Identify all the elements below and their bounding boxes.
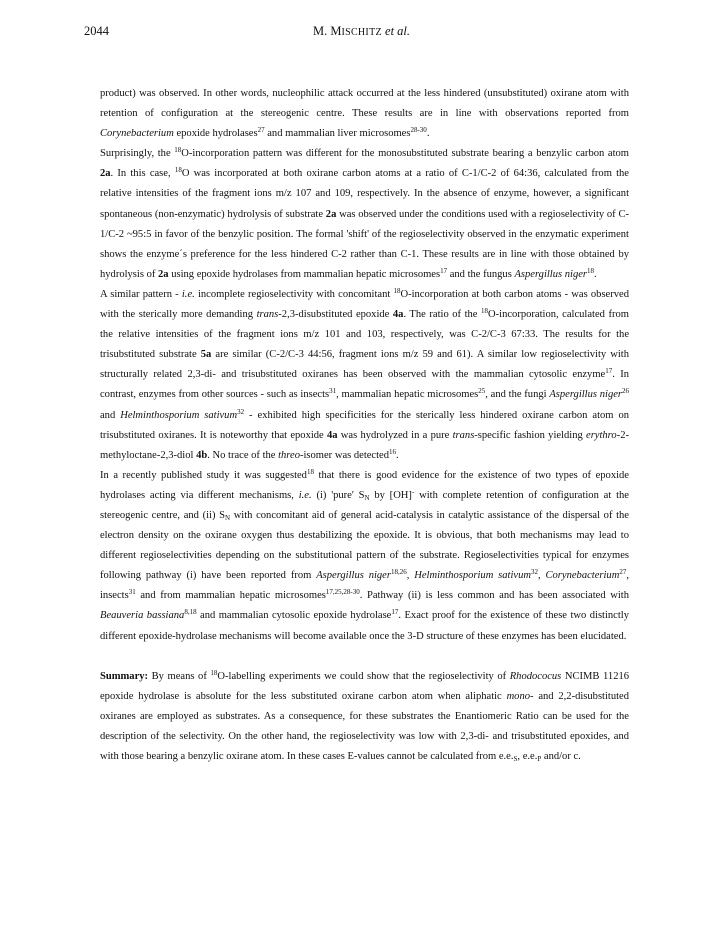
text-run: was observed under the conditions used with a regioselectivity of C-1/C-2 ~95:5 in favor of the benzylic position. The formal 'shift' of the regioselectivity observed in the enzymatic experiment shows the enzyme´s preference for the less hindered C-2 rather than C-1. These results are in line with those obtained by hydrolysis of [100,208,629,280]
superscript-run: 18 [174,146,182,155]
article-body [100,84,629,767]
text-run: . The ratio of the [403,309,482,321]
subscript-run: N [364,493,370,502]
bold-run: 2a [325,208,337,220]
bold-run: Summary: [100,670,149,682]
italic-run: trans [256,309,279,321]
superscript-run: 17 [605,367,613,376]
text-run: with concomitant aid of general acid-catalysis in catalytic assistance of the dispersal of the electron density on the oxirane oxygen thus destabilizing the epoxide. It is obvious, that both mechanisms may lead to different regioselectivities depending on the substitutional pattern of the substrate. Regioselectivities typical for enzymes following pathway (i) have been reported from [100,509,629,582]
text-run: O-incorporation pattern was different for the monosubstituted substrate bearing a benzylic carbon atom [181,148,629,160]
text-run: In a recently published study it was suggested [100,469,307,481]
bold-run: 2a [100,168,111,180]
text-run: O-labelling experiments we could show that the regioselectivity of [217,670,510,682]
text-run: Surprisingly, the [100,148,175,160]
text-run: NCIMB 11216 epoxide hydrolase is absolute for the less substituted oxirane carbon atom when aliphatic [100,670,630,702]
superscript-run: 18 [587,266,595,275]
superscript-run: 17 [391,608,399,617]
superscript-run: 16 [389,447,396,456]
italic-run: Helminthosporium sativum [120,409,238,421]
text-run: . Exact proof for the existence of these two distinctly different epoxide-hydrolase mechanisms will become available once the 3-D structure of these enzymes has been elucidated. [100,610,629,642]
text-run: incomplete regioselectivity with concomitant [194,288,394,300]
paragraph-2 [100,144,629,285]
text-run: . [396,449,399,461]
superscript-run: 27 [619,568,627,577]
superscript-run: - [411,487,415,496]
text-run: with complete retention of configuration at the stereogenic centre, and (ii) S [100,489,629,521]
page-number: 2044 [84,24,109,38]
text-run: -2,3-disubstituted epoxide [278,309,393,321]
italic-run: Corynebacterium [545,570,620,582]
text-run: O-incorporation at both carbon atoms - was observed with the sterically more demanding [100,288,629,321]
superscript-run: 17,25,28-30 [325,588,360,597]
text-run: . In this case, [110,168,175,180]
running-head-author-suffix: et al. [385,24,411,38]
italic-run: Aspergillus niger [316,570,391,582]
superscript-run: 31 [329,387,337,396]
text-run: and from mammalian hepatic microsomes [135,590,326,602]
italic-run: Aspergillus niger [549,389,623,401]
text-run: . [594,268,597,280]
paragraph-3 [100,285,629,466]
italic-run: Corynebacterium [100,128,174,140]
text-run: and the fungus [447,268,515,280]
text-run: that there is good evidence for the existence of two types of epoxide hydrolases acting via different mechanisms, [100,469,629,501]
superscript-run: 18 [481,307,489,316]
bold-run: 4a [327,429,338,441]
superscript-run: 27 [257,126,265,135]
text-run: , e.e. [517,751,538,762]
italic-run: i.e. [298,489,312,501]
text-run: (i) 'pure' S [311,489,365,501]
superscript-run: 25 [478,387,486,396]
italic-run: Aspergillus niger [514,268,588,280]
page-header [84,24,639,40]
text-run: , mammalian hepatic microsomes [336,389,479,401]
superscript-run: 31 [128,588,136,597]
text-run: . Pathway (ii) is less common and has been associated with [359,590,629,602]
superscript-run: 18 [210,668,218,677]
paragraph-4 [100,466,629,647]
superscript-run: 18 [174,166,182,175]
text-run: are similar (C-2/C-3 44:56, fragment ions m/z 59 and 61). A similar low regioselectivity with structurally related 2,3-di- and trisubstituted oxiranes has been observed with the mammalian cytosolic enzyme [100,349,630,381]
bold-run: 4b [196,449,208,461]
text-run: . [426,128,430,140]
text-run: A similar pattern - [100,288,182,300]
superscript-run: 28-30 [410,126,427,135]
superscript-run: 18 [393,286,401,295]
italic-run: mono [506,690,530,702]
text-run: and mammalian liver microsomes [264,128,411,140]
bold-run: 4a [392,309,404,321]
text-run: and mammalian cytosolic epoxide hydrolase [196,610,392,622]
summary-paragraph [100,667,629,767]
bold-run: 5a [200,349,212,361]
text-run: , [406,570,415,582]
running-head-author-initial: M. M [312,24,342,38]
text-run: and/or c. [541,751,581,762]
text-run: , and the fungi [485,389,550,401]
text-run: epoxide hydrolases [173,128,258,140]
italic-run: Beauveria bassiana [100,610,185,622]
italic-run: Helminthosporium sativum [414,570,531,582]
text-run: , [538,570,546,582]
text-run: - and 2,2-disubstituted oxiranes are employed as substrates. As a consequence, for these substrates the Enantiomeric Ratio can be used for the description of the selectivity. On the other hand, the regioselectivity was low with 2,3-di- and trisubstituted epoxides, and with those bearing a benzylic oxirane atom. In these cases E-values cannot be calculated from e.e. [100,690,629,762]
text-run: By means of [148,670,211,682]
text-run: . No trace of the [207,449,279,461]
italic-run: Rhodococus [509,670,562,682]
text-run: . In contrast, enzymes from other sources - such as insects [100,369,629,401]
superscript-run: 18,26 [390,568,407,577]
subscript-run: P [537,755,542,763]
italic-run: erythro [586,429,617,441]
paragraph-1 [100,84,629,144]
text-run: O was incorporated at both oxirane carbon atoms at a ratio of C-1/C-2 of 64:36, calculated from the relative intensities of the fragment ions m/z 107 and 109, respectively. In the absence of enzyme, however, a significant spontaneous (non-enzymatic) hydrolysis of substrate [100,168,629,220]
running-head [84,24,639,39]
superscript-run: 32 [237,407,245,416]
text-run: -isomer was detected [299,449,389,461]
running-head-author-rest: ISCHITZ [341,27,382,38]
text-run: -2-methyloctane-2,3-diol [100,429,629,461]
superscript-run: 8,18 [184,608,197,617]
superscript-run: 32 [531,568,538,577]
superscript-run: 18 [306,467,314,476]
bold-run: 2a [158,268,169,280]
text-run: and [100,409,121,421]
text-run: -specific fashion yielding [474,429,587,441]
text-run: O-incorporation, calculated from the relative intensities of the fragment ions m/z 101 and 103, respectively, was C-2/C-3 67:33. The results for the trisubstituted substrate [100,309,629,361]
text-run: - exhibited high specificities for the sterically less hindered oxirane carbon atom on trisubstituted oxiranes. It is noteworthy that epoxide [100,409,629,441]
italic-run: i.e. [181,288,195,300]
text-run: was hydrolyzed in a pure [337,429,453,441]
text-run: by [OH] [369,489,412,501]
italic-run: threo [278,449,300,461]
italic-run: trans [452,429,475,441]
text-run: using epoxide hydrolases from mammalian hepatic microsomes [168,268,441,280]
text-run: , insects [100,570,629,602]
superscript-run: 26 [622,387,630,396]
subscript-run: S [513,755,518,763]
superscript-run: 17 [440,266,448,275]
subscript-run: N [224,513,231,522]
text-run: product) was observed. In other words, nucleophilic attack occurred at the less hindered (unsubstituted) oxirane atom with retention of configuration at the stereogenic centre. These results are in line with observations reported from [100,88,629,120]
